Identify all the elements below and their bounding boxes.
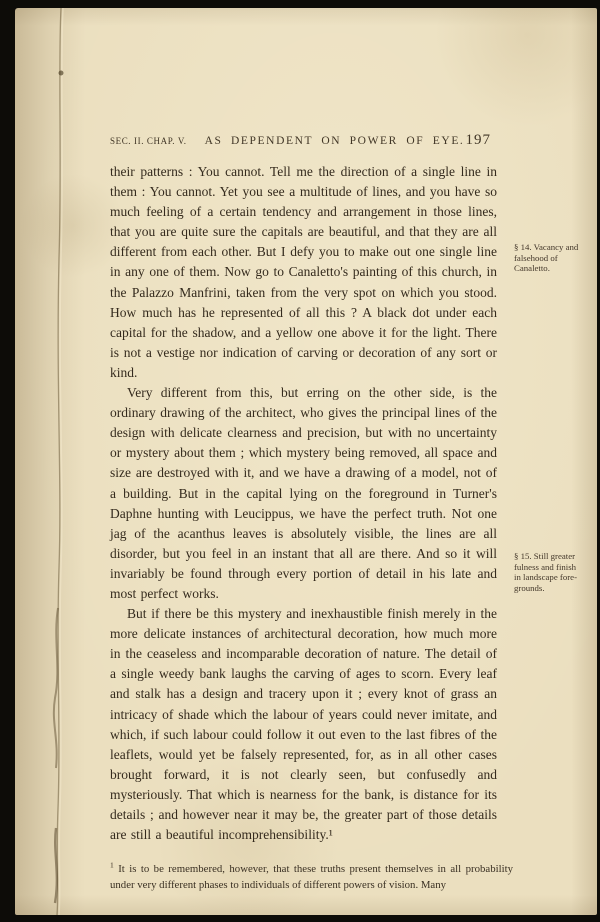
sidenote-14: § 14. Vacancy and falsehood of Canaletto. <box>514 242 579 274</box>
running-head <box>110 132 497 149</box>
book-page <box>15 8 597 915</box>
paragraph: their patterns : You cannot. Tell me the direction of a single line in them : You cannot. Yet you see a multitude of lines, and you have so much feeling of a certain tendency and arrangement in those lines, that you are quite sure the capitals are beautiful, and that they are all different from each other. But I defy you to make out one single line in any one of them. Now go to Canaletto's painting of this church, in the Palazzo Manfrini, taken from the very spot on which you stood. How much has he represented of all this ? A black dot under each capital for the shadow, and a yellow one above it for the light. There is not a vestige nor indication of carving or decoration of any sort or kind. <box>110 164 497 380</box>
footnote-text: It is to be remembered, however, that these truths present themselves in all probability under very different phases to individuals of different powers of vision. Many <box>110 863 513 891</box>
body-text <box>110 162 497 845</box>
binding-crease <box>15 8 85 915</box>
page-content <box>110 132 579 893</box>
running-head-section: SEC. II. CHAP. V. <box>110 136 187 146</box>
page-number: 197 <box>465 132 491 148</box>
paper-speck <box>59 71 64 76</box>
sidenote-15: § 15. Still greater fulness and finish in landscape fore-grounds. <box>514 551 578 593</box>
footnote-line <box>110 860 513 891</box>
footnote <box>110 862 513 893</box>
paragraph: Very different from this, but erring on the other side, is the ordinary drawing of the architect, who gives the principal lines of the design with delicate clearness and precision, but with no uncertainty or mystery about them ; which mystery being removed, all space and size are destroyed with it, and we have a drawing of a model, not of a building. But in the capital lying on the foreground in Turner's Daphne hunting with Leucippus, we have the perfect truth. Not one jag of the acanthus leaves is absolutely visible, the lines are all disorder, but you feel in an instant that all are there. And so it will invariably be found through every portion of detail in his late and most perfect works. <box>110 385 497 601</box>
footnote-marker: 1 <box>110 860 114 870</box>
running-head-title: AS DEPENDENT ON POWER OF EYE. <box>204 135 465 147</box>
paragraph: But if there be this mystery and inexhaustible finish merely in the more delicate instances of architectural decoration, how much more in the ceaseless and incomparable decoration of nature. The detail of a single weedy bank laughs the carving of ages to scorn. Every leaf and stalk has a design and tracery upon it ; every knot of grass an intricacy of shade which the labour of years could never imitate, and which, if such labour could follow it out even to the last fibres of the leaflets, would yet be falsely represented, for, as in all other cases brought forward, it is not clearly seen, but confusedly and mysteriously. That which is nearness for the bank, is distance for its details ; and however near it may be, the greater part of those details are still a beautiful incomprehensibility.¹ <box>110 606 497 843</box>
